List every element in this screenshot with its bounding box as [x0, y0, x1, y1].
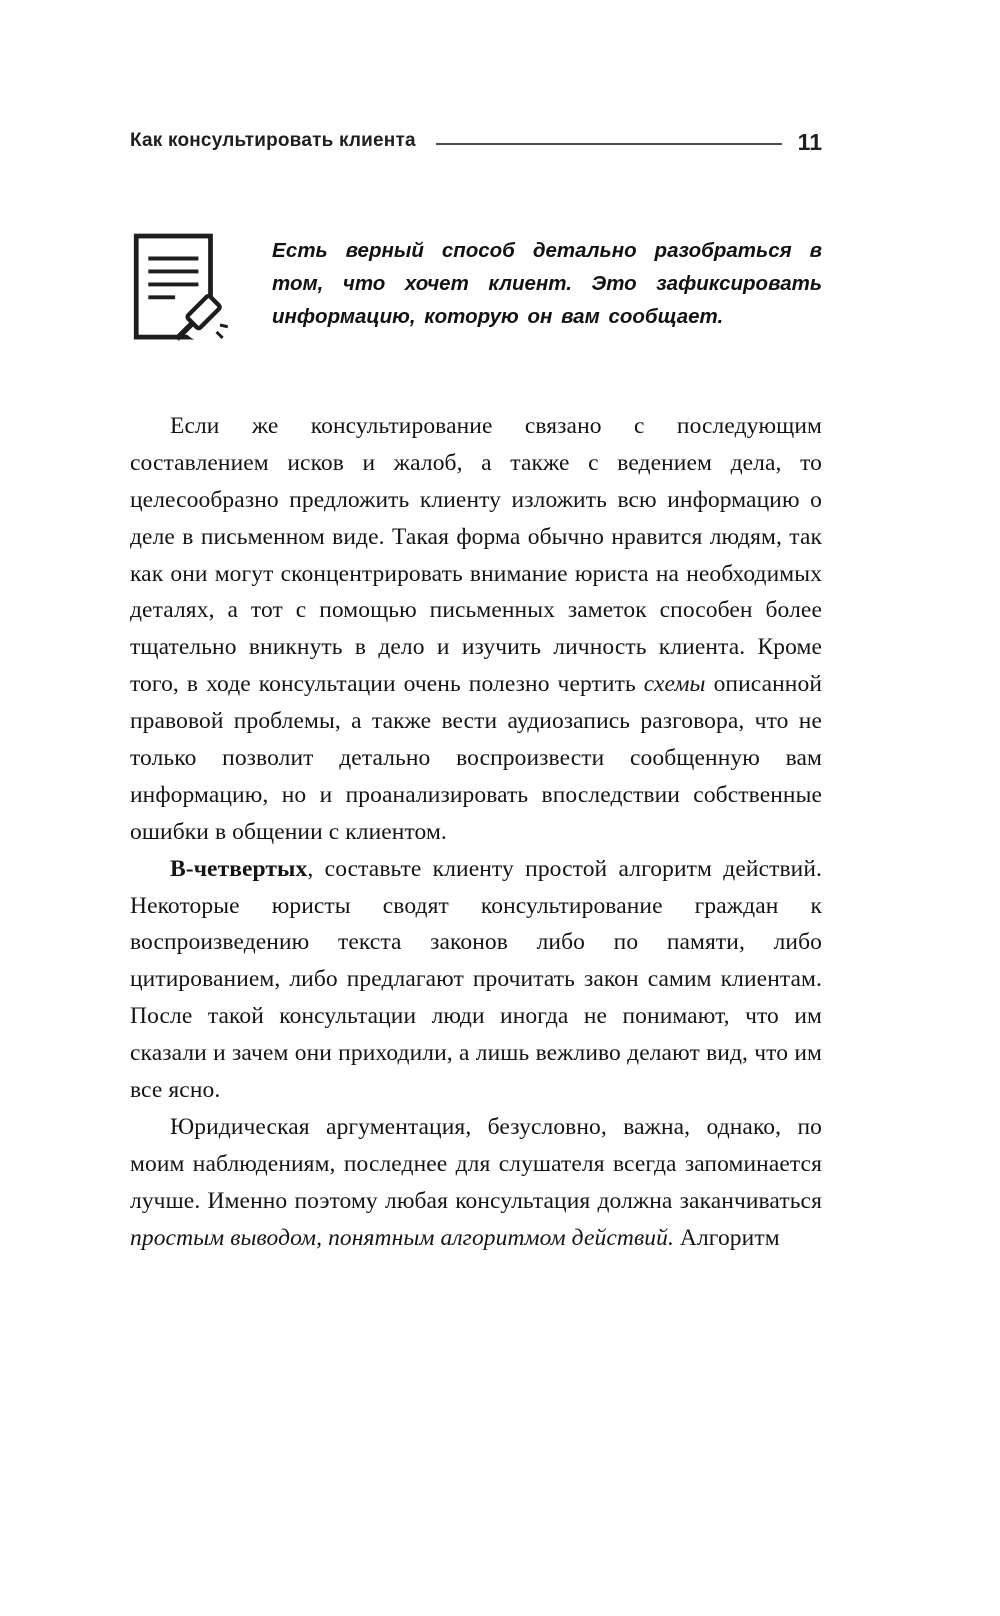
document-gavel-icon: [130, 230, 234, 344]
paragraph-3-italic-phrase: простым выводом, понятным алгоритмом действий.: [130, 1224, 674, 1251]
header-rule: [436, 143, 782, 145]
paragraph-1-italic-term: схемы: [643, 671, 706, 698]
paragraph-3-text: Юридическая аргументация, безусловно, важна, однако, по моим наблюдениям, последнее для слушателя всегда запоминается лучше. Именно поэтому любая консультация должна заканчиваться: [130, 1113, 822, 1214]
paragraph-3: [130, 1109, 822, 1257]
paragraph-2: [130, 851, 822, 1109]
paragraph-1: [130, 408, 822, 851]
paragraph-2-bold-lead: В-четвертых: [170, 855, 308, 882]
paragraph-1-text-continued: описанной правовой проблемы, а также вести аудиозапись разговора, что не только позволит детально воспроизвести сообщенную вам информацию, но и проанализировать впоследствии собственные ошибки в общении с клиентом.: [130, 671, 822, 845]
callout: [130, 230, 822, 344]
callout-text: Есть верный способ детально разобраться в том, что хочет клиент. Это зафиксировать информацию, которую он вам сообщает.: [272, 239, 822, 329]
running-title: Как консультировать клиента: [130, 130, 416, 151]
paragraph-3-text-continued: Алгоритм: [673, 1224, 780, 1251]
paragraph-1-text: Если же консультирование связано с последующим составлением исков и жалоб, а также с ведением дела, то целесообразно предложить клиенту изложить всю информацию о деле в письменном виде. Такая форма обычно нравится людям, так как они могут сконцентрировать внимание юриста на необходимых деталях, а тот с помощью письменных заметок способен более тщательно вникнуть в дело и изучить личность клиента. Кроме того, в ходе консультации очень полезно чертить: [130, 413, 822, 698]
page-number: 11: [797, 129, 822, 155]
paragraph-2-text: , составьте клиенту простой алгоритм действий. Некоторые юристы сводят консультирование граждан к воспроизведению текста законов либо по памяти, либо цитированием, либо предлагают прочитать закон самим клиентам. После такой консультации люди иногда не понимают, что им сказали и зачем они приходили, а лишь вежливо делают вид, что им все ясно.: [130, 855, 822, 1104]
page-header: [130, 118, 822, 154]
body-text: [130, 408, 822, 1256]
